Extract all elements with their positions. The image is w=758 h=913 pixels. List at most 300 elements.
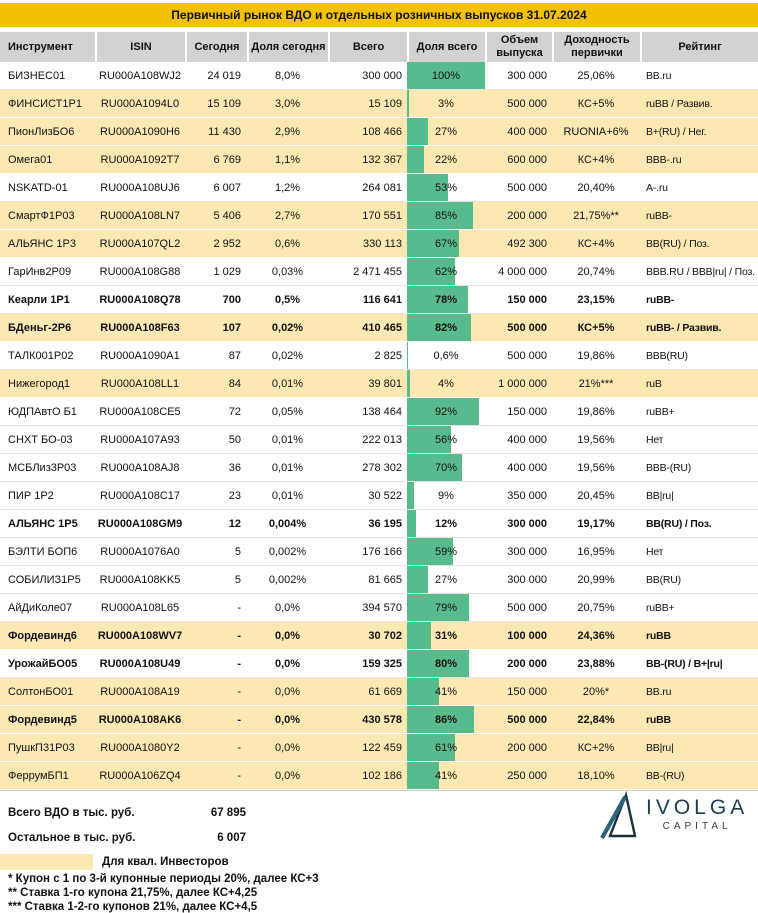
cell-today: - — [237, 601, 241, 614]
cell-share-total — [407, 286, 485, 313]
cell-volume: 500 000 — [507, 713, 547, 726]
table-row — [0, 174, 758, 202]
summary-row-total-vdo — [0, 800, 460, 825]
cell-instrument: Фордевинд6 — [8, 629, 77, 642]
logo-text — [646, 797, 748, 832]
cell-instrument: ГарИнв2Р09 — [8, 265, 72, 278]
table-row — [0, 566, 758, 594]
cell-isin: RU000A108L65 — [100, 601, 180, 614]
cell-isin: RU000A108GM9 — [97, 517, 183, 530]
cell-rating: ruBB+ — [646, 601, 675, 614]
cell-share-today: 0,004% — [268, 517, 307, 530]
footnote-2: ** Ставка 1-го купона 21,75%, далее КС+4,25 — [8, 887, 258, 899]
cell-share-today: 0,5% — [274, 293, 301, 306]
cell-volume: 500 000 — [507, 321, 547, 334]
cell-share-today: 0,0% — [274, 685, 301, 698]
cell-rating: ruBB+ — [646, 405, 675, 418]
cell-instrument: УрожайБО05 — [8, 657, 78, 670]
cell-yield: 19,56% — [577, 461, 615, 474]
cell-volume: 200 000 — [507, 741, 547, 754]
table-row — [0, 314, 758, 342]
footnotes — [8, 872, 319, 913]
cell-rating: ruBB — [646, 629, 671, 642]
cell-total: 30 702 — [368, 629, 402, 642]
cell-rating: BB|ru| — [646, 741, 674, 754]
cell-instrument: Фордевинд5 — [8, 713, 77, 726]
summary-row-other — [0, 825, 460, 850]
cell-share-today: 0,01% — [271, 461, 304, 474]
cell-volume: 4 000 000 — [498, 265, 547, 278]
cell-share-total — [407, 454, 485, 481]
table-header — [0, 32, 758, 62]
cell-share-total — [407, 314, 485, 341]
share-total-bar — [407, 370, 410, 397]
cell-volume: 100 000 — [507, 629, 547, 642]
share-total-value: 85% — [434, 209, 458, 222]
cell-share-total — [407, 426, 485, 453]
cell-isin: RU000A108U49 — [99, 657, 181, 670]
share-total-value: 56% — [434, 433, 458, 446]
cell-isin: RU000A108UJ6 — [100, 181, 180, 194]
cell-today: 24 019 — [207, 69, 241, 82]
qual-investors-label: Для квал. Инвесторов — [102, 856, 229, 868]
table-row — [0, 706, 758, 734]
cell-share-today: 0,0% — [274, 713, 301, 726]
cell-total: 278 302 — [362, 461, 402, 474]
cell-rating: BBB.RU / BBB|ru| / Поз. — [646, 265, 755, 278]
share-total-value: 22% — [434, 153, 458, 166]
cell-today: - — [237, 657, 241, 670]
share-total-value: 78% — [434, 293, 458, 306]
cell-today: 6 007 — [213, 181, 241, 194]
column-header-share-today: Доля сегодня — [247, 32, 328, 62]
share-total-bar — [407, 510, 416, 537]
cell-volume: 300 000 — [507, 573, 547, 586]
cell-yield: КС+5% — [577, 97, 615, 110]
cell-isin: RU000A108C17 — [99, 489, 181, 502]
cell-isin: RU000A108WJ2 — [99, 69, 181, 82]
cell-volume: 300 000 — [507, 517, 547, 530]
table-row — [0, 202, 758, 230]
share-total-bar — [407, 118, 428, 145]
cell-isin: RU000A108LL1 — [100, 377, 180, 390]
cell-total: 430 578 — [362, 713, 402, 726]
footnote-1: * Купон с 1 по 3-й купонные периоды 20%, далее КС+3 — [8, 873, 319, 885]
legend-row — [0, 852, 460, 872]
cell-share-today: 0,0% — [274, 769, 301, 782]
cell-total: 176 166 — [362, 545, 402, 558]
cell-instrument: СолтонБО01 — [8, 685, 74, 698]
cell-today: 72 — [228, 405, 241, 418]
cell-total: 300 000 — [362, 69, 402, 82]
cell-rating: B+(RU) / Нег. — [646, 125, 707, 138]
cell-isin: RU000A108F63 — [100, 321, 180, 334]
cell-volume: 600 000 — [507, 153, 547, 166]
cell-share-today: 0,01% — [271, 377, 304, 390]
share-total-value: 67% — [434, 237, 458, 250]
cell-volume: 200 000 — [507, 657, 547, 670]
cell-rating: BBB-.ru — [646, 153, 682, 166]
share-total-bar — [407, 90, 409, 117]
cell-yield: 20%* — [582, 685, 610, 698]
cell-total: 132 367 — [362, 153, 402, 166]
share-total-value: 61% — [434, 741, 458, 754]
cell-total: 61 669 — [368, 685, 402, 698]
cell-instrument: ПионЛизБО6 — [8, 125, 75, 138]
cell-yield: 19,86% — [577, 405, 615, 418]
cell-total: 30 522 — [368, 489, 402, 502]
cell-share-today: 3,0% — [274, 97, 301, 110]
cell-isin: RU000A107QL2 — [99, 237, 181, 250]
cell-today: - — [237, 769, 241, 782]
column-header-instrument: Инструмент — [8, 40, 73, 53]
cell-instrument: АйДиКоле07 — [8, 601, 73, 614]
column-header-total: Всего — [328, 32, 407, 62]
cell-rating: ruBB- / Развив. — [646, 321, 722, 334]
cell-instrument: СмартФ1Р03 — [8, 209, 75, 222]
cell-share-total — [407, 342, 485, 369]
share-total-bar — [407, 146, 424, 173]
cell-yield: 20,74% — [577, 265, 615, 278]
share-total-value: 59% — [434, 545, 458, 558]
cell-share-today: 0,02% — [271, 349, 304, 362]
cell-volume: 400 000 — [507, 125, 547, 138]
cell-share-total — [407, 202, 485, 229]
cell-isin: RU000A106ZQ4 — [99, 769, 181, 782]
cell-today: - — [237, 629, 241, 642]
other-value: 6 007 — [217, 831, 246, 844]
cell-share-total — [407, 622, 485, 649]
cell-share-total — [407, 594, 485, 621]
cell-rating: ruB — [646, 377, 662, 390]
cell-isin: RU000A108LN7 — [99, 209, 181, 222]
cell-volume: 150 000 — [507, 685, 547, 698]
cell-today: 50 — [228, 433, 241, 446]
cell-share-total — [407, 398, 485, 425]
cell-share-total — [407, 734, 485, 761]
cell-rating: ruBB- — [646, 209, 672, 222]
cell-yield: 20,99% — [577, 573, 615, 586]
cell-share-total — [407, 538, 485, 565]
table-row — [0, 734, 758, 762]
cell-share-today: 0,0% — [274, 657, 301, 670]
cell-instrument: ПушкП31Р03 — [8, 741, 75, 754]
cell-total: 138 464 — [362, 405, 402, 418]
share-total-value: 62% — [434, 265, 458, 278]
footnote-3: *** Ставка 1-2-го купонов 21%, далее КС+4,5 — [8, 901, 258, 913]
share-total-value: 86% — [434, 713, 458, 726]
cell-today: 5 — [234, 545, 241, 558]
cell-today: 23 — [228, 489, 241, 502]
cell-total: 170 551 — [362, 209, 402, 222]
table-row — [0, 622, 758, 650]
cell-instrument: ТАЛК001Р02 — [8, 349, 74, 362]
qual-investors-swatch — [0, 854, 93, 870]
cell-share-total — [407, 510, 485, 537]
share-total-bar — [407, 482, 414, 509]
cell-instrument: ЮДПАвтО Б1 — [8, 405, 77, 418]
cell-rating: BB-(RU) / B+|ru| — [646, 657, 723, 670]
cell-instrument: МСБЛиз3Р03 — [8, 461, 77, 474]
table-row — [0, 398, 758, 426]
cell-instrument: Кеарли 1Р1 — [8, 293, 70, 306]
cell-isin: RU000A107A93 — [100, 433, 180, 446]
cell-rating: Нет — [646, 545, 664, 558]
cell-today: 87 — [228, 349, 241, 362]
table-body — [0, 62, 758, 791]
share-total-value: 80% — [434, 657, 458, 670]
cell-instrument: ФеррумБП1 — [8, 769, 69, 782]
cell-yield: 23,88% — [577, 657, 615, 670]
cell-isin: RU000A108AK6 — [98, 713, 182, 726]
cell-yield: 16,95% — [577, 545, 615, 558]
cell-isin: RU000A1076A0 — [100, 545, 180, 558]
cell-yield: 19,86% — [577, 349, 615, 362]
logo-name: IVOLGA — [646, 795, 749, 819]
cell-today: 84 — [228, 377, 241, 390]
summary-block — [0, 800, 460, 872]
cell-today: 1 029 — [213, 265, 241, 278]
cell-today: 6 769 — [213, 153, 241, 166]
total-vdo-label: Всего ВДО в тыс. руб. — [8, 806, 135, 819]
cell-volume: 400 000 — [507, 433, 547, 446]
cell-rating: Нет — [646, 433, 664, 446]
cell-today: 11 430 — [208, 125, 241, 138]
cell-today: - — [237, 713, 241, 726]
cell-rating: ruBB / Развив. — [646, 97, 713, 110]
share-total-value: 12% — [434, 517, 458, 530]
cell-share-total — [407, 650, 485, 677]
cell-yield: 19,17% — [577, 517, 615, 530]
table-row — [0, 426, 758, 454]
cell-yield: КС+4% — [577, 153, 615, 166]
cell-yield: 25,06% — [577, 69, 615, 82]
cell-share-today: 0,0% — [274, 741, 301, 754]
cell-rating: BB(RU) — [646, 573, 681, 586]
share-total-value: 31% — [434, 629, 458, 642]
cell-share-total — [407, 174, 485, 201]
cell-volume: 250 000 — [507, 769, 547, 782]
cell-share-total — [407, 370, 485, 397]
table-row — [0, 258, 758, 286]
cell-volume: 500 000 — [507, 97, 547, 110]
share-total-value: 3% — [438, 97, 454, 110]
cell-yield: 20,75% — [577, 601, 615, 614]
cell-isin: RU000A108G88 — [99, 265, 181, 278]
cell-rating: BB.ru — [646, 685, 672, 698]
table-row — [0, 594, 758, 622]
cell-rating: BB(RU) / Поз. — [646, 517, 712, 530]
cell-instrument: БИЗНЕС01 — [8, 69, 66, 82]
table-row — [0, 762, 758, 790]
cell-yield: 21,75%** — [573, 209, 619, 222]
cell-instrument: ФИНСИСТ1Р1 — [8, 97, 82, 110]
cell-instrument: ПИР 1Р2 — [8, 489, 54, 502]
cell-volume: 500 000 — [507, 601, 547, 614]
cell-share-today: 0,01% — [271, 433, 304, 446]
cell-share-total — [407, 62, 485, 89]
cell-share-total — [407, 118, 485, 145]
cell-total: 102 186 — [362, 769, 402, 782]
cell-share-today: 0,01% — [271, 489, 304, 502]
cell-rating: BBB-(RU) — [646, 461, 692, 474]
cell-total: 116 641 — [362, 293, 402, 306]
table-row — [0, 482, 758, 510]
table-row — [0, 538, 758, 566]
share-total-value: 9% — [438, 489, 454, 502]
cell-yield: 20,40% — [577, 181, 615, 194]
cell-share-today: 0,0% — [274, 629, 301, 642]
cell-rating: BBB(RU) — [646, 349, 688, 362]
cell-share-today: 1,1% — [274, 153, 301, 166]
cell-share-total — [407, 90, 485, 117]
table-row — [0, 650, 758, 678]
cell-instrument: АЛЬЯНС 1Р3 — [8, 237, 76, 250]
cell-total: 330 113 — [363, 237, 402, 250]
cell-share-total — [407, 566, 485, 593]
cell-total: 36 195 — [368, 517, 402, 530]
cell-share-today: 0,02% — [271, 321, 304, 334]
cell-yield: 19,56% — [577, 433, 615, 446]
cell-isin: RU000A108WV7 — [97, 629, 183, 642]
cell-rating: BB(RU) / Поз. — [646, 237, 710, 250]
cell-rating: A-.ru — [646, 181, 668, 194]
cell-share-today: 0,6% — [274, 237, 301, 250]
table-row — [0, 118, 758, 146]
table-row — [0, 510, 758, 538]
bond-table — [0, 32, 758, 791]
cell-yield: 21%*** — [578, 377, 614, 390]
cell-rating: BB-(RU) — [646, 769, 685, 782]
cell-volume: 150 000 — [507, 293, 547, 306]
cell-isin: RU000A108CE5 — [99, 405, 181, 418]
cell-rating: BB.ru — [646, 69, 672, 82]
cell-yield: 20,45% — [577, 489, 615, 502]
cell-share-today: 0,05% — [271, 405, 304, 418]
cell-instrument: СНХТ БО-03 — [8, 433, 73, 446]
share-total-value: 82% — [434, 321, 458, 334]
cell-isin: RU000A108Q78 — [99, 293, 181, 306]
share-total-value: 79% — [434, 601, 458, 614]
cell-share-total — [407, 146, 485, 173]
cell-yield: КС+2% — [577, 741, 615, 754]
cell-total: 2 825 — [374, 349, 402, 362]
cell-rating: BB|ru| — [646, 489, 674, 502]
cell-total: 159 325 — [362, 657, 402, 670]
cell-share-total — [407, 482, 485, 509]
cell-share-today: 8,0% — [274, 69, 301, 82]
cell-isin: RU000A1090A1 — [100, 349, 180, 362]
cell-volume: 1 000 000 — [498, 377, 547, 390]
ivolga-triangle-icon — [600, 788, 638, 840]
column-header-rating: Рейтинг — [640, 32, 758, 62]
cell-instrument: БДеньг-2Р6 — [8, 321, 72, 334]
cell-share-today: 1,2% — [274, 181, 301, 194]
cell-share-today: 2,9% — [274, 125, 301, 138]
share-total-value: 0,6% — [433, 349, 459, 362]
cell-volume: 200 000 — [507, 209, 547, 222]
cell-today: 5 406 — [213, 209, 241, 222]
cell-volume: 300 000 — [507, 545, 547, 558]
ivolga-capital-logo — [600, 788, 748, 840]
cell-instrument: Омега01 — [8, 153, 53, 166]
cell-yield: 18,10% — [577, 769, 615, 782]
cell-volume: 492 300 — [507, 237, 547, 250]
table-row — [0, 230, 758, 258]
cell-share-today: 0,002% — [268, 545, 307, 558]
cell-volume: 500 000 — [507, 349, 547, 362]
share-total-value: 53% — [434, 181, 458, 194]
cell-rating: ruBB- — [646, 293, 675, 306]
cell-isin: RU000A1090H6 — [99, 125, 181, 138]
cell-instrument: СОБИЛИЗ1Р5 — [8, 573, 81, 586]
cell-total: 39 801 — [368, 377, 402, 390]
table-row — [0, 454, 758, 482]
cell-rating: ruBB — [646, 713, 671, 726]
share-total-value: 100% — [431, 69, 461, 82]
total-vdo-value: 67 895 — [210, 806, 246, 819]
cell-instrument: NSKATD-01 — [8, 181, 68, 194]
cell-isin: RU000A1094L0 — [100, 97, 180, 110]
cell-total: 394 570 — [362, 601, 402, 614]
logo-subtitle: CAPITAL — [662, 820, 732, 832]
cell-share-today: 0,0% — [274, 601, 301, 614]
cell-instrument: АЛЬЯНС 1Р5 — [8, 517, 78, 530]
cell-volume: 400 000 — [507, 461, 547, 474]
page-title: Первичный рынок ВДО и отдельных розничных выпусков 31.07.2024 — [0, 3, 758, 27]
cell-total: 108 466 — [362, 125, 402, 138]
cell-share-today: 2,7% — [274, 209, 301, 222]
share-total-value: 41% — [434, 685, 458, 698]
cell-yield: КС+5% — [577, 321, 615, 334]
cell-share-today: 0,03% — [271, 265, 304, 278]
cell-yield: 23,15% — [577, 293, 615, 306]
share-total-value: 41% — [434, 769, 458, 782]
share-total-bar — [407, 566, 428, 593]
cell-isin: RU000A1080Y2 — [100, 741, 180, 754]
column-header-today: Сегодня — [185, 32, 247, 62]
table-row — [0, 90, 758, 118]
cell-share-today: 0,002% — [268, 573, 307, 586]
cell-total: 81 665 — [368, 573, 402, 586]
cell-total: 410 465 — [362, 321, 402, 334]
table-row — [0, 342, 758, 370]
cell-total: 222 013 — [362, 433, 402, 446]
share-total-bar — [407, 622, 431, 649]
cell-share-total — [407, 258, 485, 285]
share-total-value: 4% — [438, 377, 454, 390]
cell-yield: КС+4% — [577, 237, 615, 250]
cell-volume: 500 000 — [507, 181, 547, 194]
column-header-yield: Доходность первички — [552, 32, 640, 62]
cell-yield: 24,36% — [577, 629, 615, 642]
share-total-value: 27% — [434, 573, 458, 586]
cell-yield: 22,84% — [577, 713, 615, 726]
cell-share-total — [407, 678, 485, 705]
column-header-isin: ISIN — [95, 32, 185, 62]
cell-total: 2 471 455 — [353, 265, 402, 278]
table-row — [0, 62, 758, 90]
cell-today: 107 — [222, 321, 241, 334]
cell-today: - — [237, 685, 241, 698]
cell-volume: 300 000 — [507, 69, 547, 82]
cell-total: 122 459 — [362, 741, 402, 754]
column-header-volume: Объем выпуска — [485, 32, 552, 62]
table-row — [0, 678, 758, 706]
cell-today: 12 — [228, 517, 241, 530]
share-total-value: 27% — [434, 125, 458, 138]
cell-isin: RU000A108A19 — [100, 685, 180, 698]
